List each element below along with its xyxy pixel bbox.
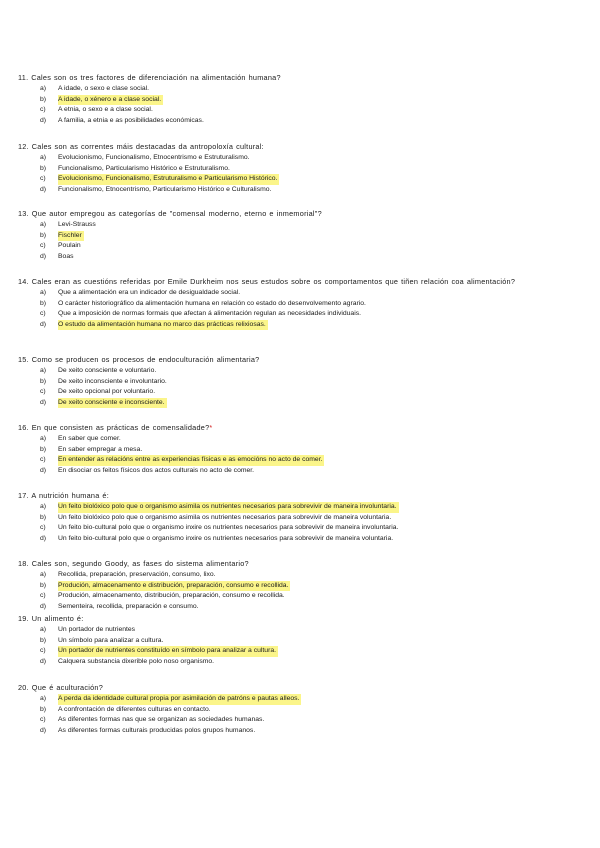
option-letter: d) xyxy=(40,116,47,124)
option-text: Fischler xyxy=(58,231,84,242)
option-text: Un feito biolóxico polo que o organismo asimila os nutrientes necesarios para sobrevivir de maneira involuntaria. xyxy=(58,502,399,513)
option-text: Recollida, preparación, preservación, consumo, lixo. xyxy=(58,571,216,578)
option-text: De xeito consciente e inconsciente. xyxy=(58,398,167,409)
option-d xyxy=(18,466,593,477)
option-b xyxy=(18,377,593,388)
option-c xyxy=(18,105,593,116)
option-letter: c) xyxy=(40,647,46,655)
options-list xyxy=(18,434,593,476)
option-d xyxy=(18,116,593,127)
options-list xyxy=(18,625,593,667)
option-text: Poulain xyxy=(58,242,81,250)
option-text: A idade, o xénero e a clase social. xyxy=(58,95,163,106)
question-text: 11. Cales son os tres factores de diferenciación na alimentación humana? xyxy=(18,73,281,82)
option-text: Evolucionismo, Funcionalismo, Etnocentrismo e Estruturalismo. xyxy=(58,154,250,161)
option-letter: a) xyxy=(40,85,47,92)
option-d xyxy=(18,657,593,668)
option-text: En entender as relacións entre as experiencias físicas e as emocións no acto de comer. xyxy=(58,455,324,466)
question-text: 18. Cales son, segundo Goody, as fases do sistema alimentario? xyxy=(18,559,249,568)
option-letter: b) xyxy=(40,513,47,521)
option-a-highlighted xyxy=(18,694,593,705)
question-12 xyxy=(18,142,593,195)
required-asterisk: * xyxy=(209,423,213,432)
option-letter: b) xyxy=(40,95,47,103)
option-c xyxy=(18,715,593,726)
option-d-highlighted xyxy=(18,398,593,409)
option-b-highlighted xyxy=(18,231,593,242)
option-letter: b) xyxy=(40,377,47,385)
option-text: En disociar os feitos físicos dos actos culturais no acto de comer. xyxy=(58,466,255,474)
option-letter: a) xyxy=(40,503,47,510)
option-text: Un feito bio-cultural polo que o organismo inxire os nutrientes necesarios para sobrevivir de maneira involuntaria. xyxy=(58,524,399,532)
option-letter: a) xyxy=(40,571,47,578)
option-a xyxy=(18,625,593,636)
question-text: 17. A nutrición humana é: xyxy=(18,491,109,500)
option-letter: c) xyxy=(40,310,46,318)
question-13 xyxy=(18,209,593,262)
option-c xyxy=(18,309,593,320)
option-letter: b) xyxy=(40,299,47,307)
option-letter: a) xyxy=(40,695,47,702)
option-a xyxy=(18,366,593,377)
option-letter: c) xyxy=(40,592,46,600)
option-letter: b) xyxy=(40,445,47,453)
option-letter: b) xyxy=(40,581,47,589)
option-letter: a) xyxy=(40,435,47,442)
option-text: Un símbolo para analizar a cultura. xyxy=(58,636,164,644)
option-letter: c) xyxy=(40,106,46,114)
option-letter: b) xyxy=(40,705,47,713)
option-c-highlighted xyxy=(18,646,593,657)
option-d xyxy=(18,602,593,613)
option-text: Levi-Strauss xyxy=(58,221,96,228)
options-list xyxy=(18,220,593,262)
option-c-highlighted xyxy=(18,174,593,185)
option-letter: d) xyxy=(40,398,47,406)
option-letter: a) xyxy=(40,626,47,633)
option-letter: a) xyxy=(40,367,47,374)
option-c xyxy=(18,523,593,534)
question-14 xyxy=(18,277,593,330)
option-text: Sementeira, recollida, preparación e consumo. xyxy=(58,602,199,610)
option-d xyxy=(18,185,593,196)
question-text xyxy=(18,423,593,432)
option-text: A idade, o sexo e clase social. xyxy=(58,85,150,92)
question-19 xyxy=(18,614,593,667)
option-letter: c) xyxy=(40,716,46,724)
option-text: Calquera substancia dixerible polo noso organismo. xyxy=(58,657,215,665)
option-text: Un portador de nutrientes xyxy=(58,626,136,633)
option-text: A familia, a etnia e as posibilidades económicas. xyxy=(58,116,204,124)
option-text: Un feito bio-cultural polo que o organismo inxire os nutrientes necesarios para sobrevivir de maneira voluntaria. xyxy=(58,534,394,542)
options-list xyxy=(18,288,593,330)
option-letter: b) xyxy=(40,231,47,239)
option-b xyxy=(18,164,593,175)
option-a xyxy=(18,434,593,445)
option-b xyxy=(18,636,593,647)
option-d xyxy=(18,726,593,737)
option-letter: c) xyxy=(40,175,46,183)
option-letter: d) xyxy=(40,657,47,665)
option-text: As diferentes formas culturais producidas polos grupos humanos. xyxy=(58,726,256,734)
option-letter: c) xyxy=(40,388,46,396)
option-d-highlighted xyxy=(18,320,593,331)
option-text: A confrontación de diferentes culturas en contacto. xyxy=(58,705,211,713)
option-letter: b) xyxy=(40,164,47,172)
option-text: As diferentes formas nas que se organizan as sociedades humanas. xyxy=(58,716,265,724)
option-letter: a) xyxy=(40,221,47,228)
option-text: O estudo da alimentación humana no marco das prácticas relixiosas. xyxy=(58,320,268,331)
option-b xyxy=(18,445,593,456)
question-11 xyxy=(18,73,593,126)
option-letter: d) xyxy=(40,602,47,610)
option-c xyxy=(18,591,593,602)
options-list xyxy=(18,84,593,126)
option-c xyxy=(18,241,593,252)
option-text: Un portador de nutrientes constituído en símbolo para analizar a cultura. xyxy=(58,646,278,657)
option-letter: d) xyxy=(40,534,47,542)
option-text: O carácter historiográfico da alimentación humana en relación co estado do desenvolvemento agrario. xyxy=(58,299,366,307)
option-b-highlighted xyxy=(18,581,593,592)
option-d xyxy=(18,534,593,545)
question-text: 15. Como se producen os procesos de endoculturación alimentaria? xyxy=(18,355,260,364)
question-text: 13. Que autor empregou as categorías de "comensal moderno, eterno e inmemorial"? xyxy=(18,209,322,218)
option-letter: c) xyxy=(40,242,46,250)
options-list xyxy=(18,502,593,544)
option-text: Funcionalismo, Etnocentrismo, Particularismo Histórico e Culturalismo. xyxy=(58,185,272,193)
option-b xyxy=(18,299,593,310)
option-a xyxy=(18,220,593,231)
option-letter: a) xyxy=(40,289,47,296)
question-15 xyxy=(18,355,593,408)
option-letter: b) xyxy=(40,636,47,644)
question-text: 19. Un alimento é: xyxy=(18,614,84,623)
question-text: 12. Cales son as correntes máis destacadas da antropoloxía cultural: xyxy=(18,142,264,151)
option-b-highlighted xyxy=(18,95,593,106)
options-list xyxy=(18,570,593,612)
option-b xyxy=(18,705,593,716)
option-letter: c) xyxy=(40,456,46,464)
option-letter: c) xyxy=(40,524,46,532)
question-17 xyxy=(18,491,593,544)
option-text: En saber empregar a mesa. xyxy=(58,445,143,453)
option-text: De xeito inconsciente e involuntario. xyxy=(58,377,167,385)
option-text: A etnia, o sexo e a clase social. xyxy=(58,106,153,114)
question-text: 20. Que é aculturación? xyxy=(18,683,104,692)
option-text: Un feito biolóxico polo que o organismo asimila os nutrientes necesarios para sobrevivir de maneira voluntaria. xyxy=(58,513,392,521)
option-a xyxy=(18,288,593,299)
option-c-highlighted xyxy=(18,455,593,466)
option-letter: d) xyxy=(40,466,47,474)
option-text: A perda da identidade cultural propia por asimilación de patróns e pautas alleos. xyxy=(58,694,301,705)
option-a xyxy=(18,84,593,95)
option-text: Boas xyxy=(58,252,74,260)
question-18 xyxy=(18,559,593,612)
option-text: Que a alimentación era un indicador de desigualdade social. xyxy=(58,289,241,296)
option-text: De xeito opcional por voluntario. xyxy=(58,388,156,396)
question-text: 14. Cales eran as cuestións referidas por Emile Durkheim nos seus estudos sobre os comportamentos que tiñen relación coa alimentación? xyxy=(18,277,516,286)
option-text: En saber que comer. xyxy=(58,435,121,442)
option-text: Produción, almacenamento, distribución, preparación, consumo e recollida. xyxy=(58,592,285,600)
option-letter: a) xyxy=(40,154,47,161)
option-a xyxy=(18,153,593,164)
option-letter: d) xyxy=(40,252,47,260)
question-16 xyxy=(18,423,593,476)
options-list xyxy=(18,366,593,408)
option-text: Evolucionismo, Funcionalismo, Estruturalismo e Particularismo Histórico. xyxy=(58,174,279,185)
question-20 xyxy=(18,683,593,736)
option-letter: d) xyxy=(40,726,47,734)
question-text-label: 16. En que consisten as prácticas de comensalidade? xyxy=(18,423,210,432)
option-a xyxy=(18,570,593,581)
option-letter: d) xyxy=(40,320,47,328)
option-text: Que a imposición de normas formais que afectan á alimentación regulan as necesidades individuais. xyxy=(58,310,362,318)
options-list xyxy=(18,153,593,195)
option-b xyxy=(18,513,593,524)
option-text: Funcionalismo, Particularismo Histórico e Estruturalismo. xyxy=(58,164,230,172)
option-text: De xeito consciente e voluntario. xyxy=(58,367,157,374)
option-a-highlighted xyxy=(18,502,593,513)
option-c xyxy=(18,387,593,398)
options-list xyxy=(18,694,593,736)
option-text: Produción, almacenamento e distribución, preparación, consumo e recollida. xyxy=(58,581,290,592)
option-d xyxy=(18,252,593,263)
option-letter: d) xyxy=(40,185,47,193)
